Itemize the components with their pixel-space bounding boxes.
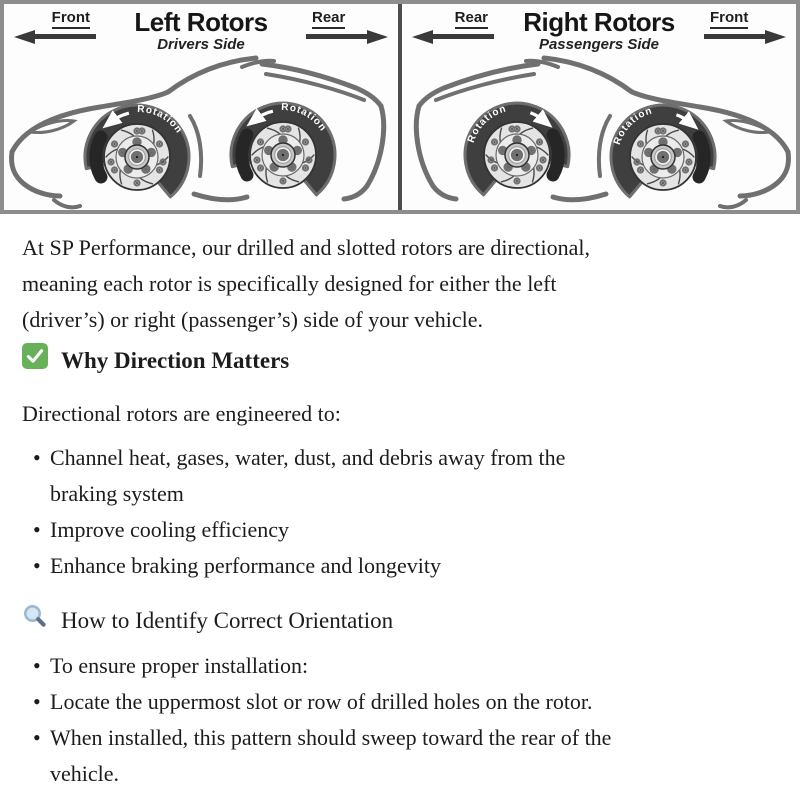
left-arrow-icon: [14, 29, 96, 44]
magnifying-glass-emoji-icon: [22, 603, 48, 640]
direction-label-text: Rear: [455, 9, 488, 29]
panel-title: Right Rotors: [523, 7, 675, 37]
bullet-line: • Locate the uppermost slot or row of drilled holes on the rotor.: [50, 689, 593, 714]
rotation-label: Rotation: [611, 105, 654, 147]
right-arrow-icon: [704, 29, 786, 44]
direction-label-text: Rear: [312, 9, 345, 29]
check-mark-emoji-icon: [22, 343, 48, 380]
bullet-line: vehicle.: [50, 761, 120, 786]
text-line: At SP Performance, our drilled and slotted rotors are directional,: [22, 235, 590, 260]
text-line: (driver’s) or right (passenger’s) side of your vehicle.: [22, 307, 484, 332]
bullet-item: [33, 512, 770, 548]
panel-subtitle: Passengers Side: [538, 36, 660, 54]
front-direction-label: [704, 9, 786, 44]
left-arrow-icon: [412, 29, 494, 44]
panel-header: [412, 9, 786, 53]
bullet-item: [33, 720, 770, 792]
panel-title: Left Rotors: [134, 7, 268, 37]
panel-subtitle: Drivers Side: [157, 36, 245, 54]
article-body: [0, 214, 800, 812]
bullet-item: [33, 548, 770, 584]
section-lead: Directional rotors are engineered to:: [22, 401, 341, 426]
rotor-direction-diagram: [0, 0, 800, 214]
text-line: meaning each rotor is specifically designed for either the left: [22, 271, 557, 296]
rear-direction-label: [412, 9, 494, 44]
bullet-item: [33, 684, 770, 720]
rotation-label: Rotation: [280, 101, 329, 134]
panel-header: [14, 9, 388, 53]
bullet-line: • Improve cooling efficiency: [50, 517, 290, 542]
bullet-line: • When installed, this pattern should sweep toward the rear of the: [50, 725, 612, 750]
orientation-bullet-list: [33, 648, 770, 792]
bullet-line: • Channel heat, gases, water, dust, and debris away from the: [50, 445, 566, 470]
front-direction-label: [14, 9, 96, 44]
section-title: Why Direction Matters: [61, 348, 290, 373]
left-rotors-panel: [4, 4, 398, 210]
bullet-line: braking system: [50, 481, 184, 506]
section-heading-why-direction-matters: [22, 346, 770, 376]
bullet-line: • Enhance braking performance and longevity: [50, 553, 441, 578]
panel-title-block: [96, 9, 306, 53]
panel-title-block: [494, 9, 704, 53]
right-arrow-icon: [306, 29, 388, 44]
intro-paragraph: [22, 230, 770, 338]
rotation-label: Rotation: [136, 103, 185, 136]
direction-label-text: Front: [710, 9, 748, 29]
benefits-bullet-list: [33, 440, 770, 584]
rotation-label: Rotation: [465, 103, 508, 145]
direction-label-text: Front: [52, 9, 90, 29]
section-heading-how-to-identify: [22, 606, 770, 636]
bullet-item: [33, 440, 770, 512]
right-rotors-panel: [398, 4, 796, 210]
rear-direction-label: [306, 9, 388, 44]
bullet-line: • To ensure proper installation:: [50, 653, 309, 678]
section-title: How to Identify Correct Orientation: [61, 608, 394, 633]
bullet-item: [33, 648, 770, 684]
